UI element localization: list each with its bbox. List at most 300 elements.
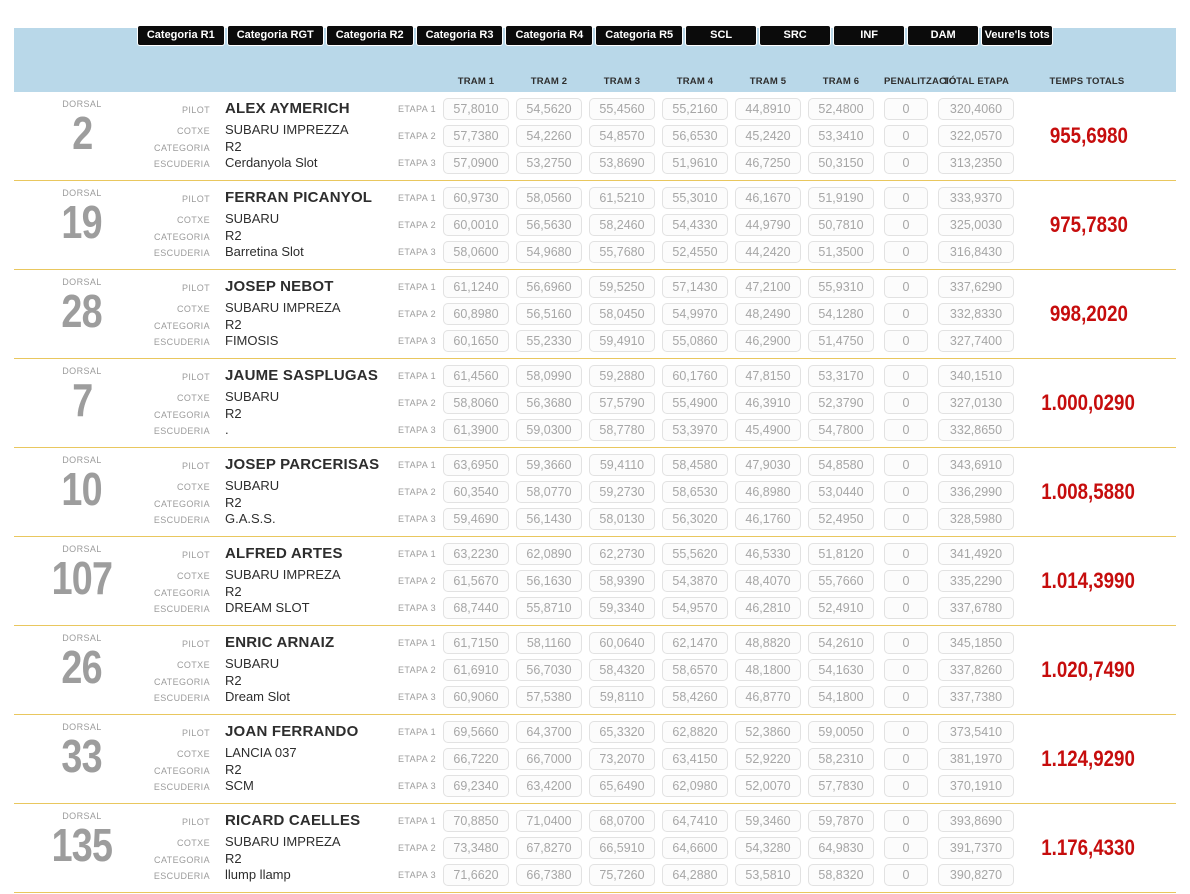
dorsal-label: DORSAL [62,633,102,643]
tram-time-cell: 59,2730 [589,481,655,503]
etapa-label: ETAPA 3 [398,158,436,168]
column-headers-row [14,76,1176,87]
pilot-label: PILOT [181,283,210,293]
pilot-label: PILOT [181,105,210,115]
etapa-row [395,686,1015,708]
etapa-total-cell: 337,6290 [938,276,1014,298]
etapa-row [395,303,1015,325]
escuderia-label: ESCUDERIA [153,782,210,792]
tram-time-cell: 58,0450 [589,303,655,325]
etapa-row [395,508,1015,530]
tram-time-cell: 46,5330 [735,543,801,565]
temps-totals-value: 1.008,5880 [1041,479,1136,504]
tram-time-cell: 44,8910 [735,98,801,120]
car-name: SUBARU IMPREZA [225,834,341,849]
tram-time-cell: 58,4580 [662,454,728,476]
dorsal-label: DORSAL [62,188,102,198]
etapa-total-cell: 325,0030 [938,214,1014,236]
pilot-label: PILOT [181,461,210,471]
penalty-cell: 0 [884,419,928,441]
etapa-row [395,419,1015,441]
tram-time-cell: 51,4750 [808,330,874,352]
temps-totals-value: 1.176,4330 [1041,835,1136,860]
etapa-row [395,241,1015,263]
etapa-label: ETAPA 2 [398,220,436,230]
cotxe-label: COTXE [176,482,210,492]
dorsal-column [14,448,150,536]
etapa-total-cell: 332,8650 [938,419,1014,441]
tram-time-cell: 56,3020 [662,508,728,530]
tram-time-cell: 58,6570 [662,659,728,681]
temps-totals-value: 1.000,0290 [1041,390,1136,415]
etapa-label: ETAPA 2 [398,398,436,408]
etapa-total-cell: 335,2290 [938,570,1014,592]
etapa-row [395,330,1015,352]
etapa-row [395,864,1015,886]
column-header-tram-2: TRAM 2 [530,76,568,87]
table-header-band [14,28,1176,92]
etapa-row [395,748,1015,770]
tram-time-cell: 57,8010 [443,98,509,120]
filter-button-7[interactable]: SRC [759,25,831,46]
etapa-label: ETAPA 3 [398,514,436,524]
column-header-total-etapa: TOTAL ETAPA [942,76,1010,87]
etapa-total-cell: 340,1510 [938,365,1014,387]
tram-time-cell: 53,8690 [589,152,655,174]
times-column [395,715,1015,803]
etapa-label: ETAPA 2 [398,665,436,675]
pilot-label: PILOT [181,194,210,204]
tram-time-cell: 58,6530 [662,481,728,503]
filter-button-2[interactable]: Categoria R2 [326,25,414,46]
penalty-cell: 0 [884,365,928,387]
car-name: SUBARU IMPREZZA [225,122,349,137]
category-value: R2 [225,762,242,777]
driver-info-column [150,181,395,269]
dorsal-label: DORSAL [62,99,102,109]
tram-time-cell: 53,3410 [808,125,874,147]
etapa-total-cell: 337,8260 [938,659,1014,681]
categoria-label: CATEGORIA [154,855,210,865]
etapa-total-cell: 337,6780 [938,597,1014,619]
pilot-name: ALFRED ARTES [225,545,343,562]
etapa-row [395,775,1015,797]
tram-time-cell: 47,8150 [735,365,801,387]
car-name: LANCIA 037 [225,745,297,760]
dorsal-label: DORSAL [62,811,102,821]
cotxe-label: COTXE [176,571,210,581]
tram-time-cell: 47,2100 [735,276,801,298]
etapa-total-cell: 373,5410 [938,721,1014,743]
tram-time-cell: 57,7830 [808,775,874,797]
etapa-total-cell: 341,4920 [938,543,1014,565]
etapa-total-cell: 336,2990 [938,481,1014,503]
car-name: SUBARU IMPREZA [225,567,341,582]
tram-time-cell: 52,4910 [808,597,874,619]
category-value: R2 [225,406,242,421]
dorsal-column [14,92,150,180]
etapa-label: ETAPA 1 [398,193,436,203]
escuderia-label: ESCUDERIA [153,515,210,525]
times-column [395,270,1015,358]
tram-time-cell: 55,2330 [516,330,582,352]
etapa-total-cell: 381,1970 [938,748,1014,770]
etapa-row [395,276,1015,298]
etapa-total-cell: 345,1850 [938,632,1014,654]
etapa-label: ETAPA 3 [398,692,436,702]
etapa-label: ETAPA 1 [398,371,436,381]
temps-totals-column [1015,181,1176,269]
escuderia-label: ESCUDERIA [153,604,210,614]
penalty-cell: 0 [884,775,928,797]
pilot-name: ENRIC ARNAIZ [225,634,335,651]
tram-time-cell: 58,0990 [516,365,582,387]
driver-info-column [150,626,395,714]
tram-time-cell: 59,3340 [589,597,655,619]
cotxe-label: COTXE [176,660,210,670]
dorsal-column [14,359,150,447]
dorsal-label: DORSAL [62,277,102,287]
etapa-row [395,152,1015,174]
categoria-label: CATEGORIA [154,321,210,331]
column-header-temps-totals: TEMPS TOTALS [1049,76,1125,87]
team-name: llump llamp [225,867,291,882]
categoria-label: CATEGORIA [154,143,210,153]
car-name: SUBARU [225,211,280,226]
pilot-label: PILOT [181,817,210,827]
tram-time-cell: 60,9730 [443,187,509,209]
etapa-label: ETAPA 1 [398,282,436,292]
times-column [395,537,1015,625]
tram-time-cell: 51,9190 [808,187,874,209]
etapa-label: ETAPA 2 [398,309,436,319]
tram-time-cell: 61,6910 [443,659,509,681]
column-header-tram-5: TRAM 5 [749,76,787,87]
dorsal-column [14,715,150,803]
tram-time-cell: 71,6620 [443,864,509,886]
tram-time-cell: 60,0010 [443,214,509,236]
tram-time-cell: 62,0890 [516,543,582,565]
filter-button-3[interactable]: Categoria R3 [416,25,504,46]
tram-time-cell: 75,7260 [589,864,655,886]
penalty-cell: 0 [884,597,928,619]
car-name: SUBARU [225,656,280,671]
table-row [14,181,1176,270]
dorsal-label: DORSAL [62,455,102,465]
temps-totals-value: 955,6980 [1049,123,1128,148]
tram-time-cell: 57,5380 [516,686,582,708]
tram-time-cell: 59,4690 [443,508,509,530]
cotxe-label: COTXE [176,838,210,848]
filter-button-8[interactable]: INF [833,25,905,46]
etapa-row [395,481,1015,503]
tram-time-cell: 64,7410 [662,810,728,832]
dorsal-number: 19 [61,196,103,248]
tram-time-cell: 55,2160 [662,98,728,120]
pilot-name: FERRAN PICANYOL [225,189,373,206]
team-name: Cerdanyola Slot [225,155,318,170]
pilot-label: PILOT [181,639,210,649]
filter-button-9[interactable]: DAM [907,25,979,46]
tram-time-cell: 70,8850 [443,810,509,832]
categoria-label: CATEGORIA [154,232,210,242]
driver-info-column [150,448,395,536]
tram-time-cell: 59,2880 [589,365,655,387]
dorsal-number: 28 [61,285,103,337]
tram-time-cell: 57,0900 [443,152,509,174]
tram-time-cell: 50,7810 [808,214,874,236]
tram-time-cell: 58,0600 [443,241,509,263]
table-row [14,270,1176,359]
tram-time-cell: 61,3900 [443,419,509,441]
filter-button-0[interactable]: Categoria R1 [137,25,225,46]
tram-time-cell: 58,8060 [443,392,509,414]
pilot-name: ALEX AYMERICH [225,100,350,117]
team-name: DREAM SLOT [225,600,310,615]
tram-headers [443,76,881,87]
temps-totals-value: 998,2020 [1049,301,1128,326]
categoria-label: CATEGORIA [154,766,210,776]
tram-time-cell: 54,5620 [516,98,582,120]
tram-time-cell: 57,7380 [443,125,509,147]
tram-time-cell: 61,1240 [443,276,509,298]
tram-time-cell: 46,8980 [735,481,801,503]
penalty-cell: 0 [884,570,928,592]
filter-button-5[interactable]: Categoria R5 [595,25,683,46]
etapa-total-cell: 328,5980 [938,508,1014,530]
etapa-label: ETAPA 3 [398,603,436,613]
etapa-row [395,392,1015,414]
tram-time-cell: 54,8570 [589,125,655,147]
tram-time-cell: 62,2730 [589,543,655,565]
tram-time-cell: 53,2750 [516,152,582,174]
tram-time-cell: 45,2420 [735,125,801,147]
etapa-total-cell: 322,0570 [938,125,1014,147]
pilot-name: JOSEP NEBOT [225,278,334,295]
tram-time-cell: 60,8980 [443,303,509,325]
tram-time-cell: 52,4950 [808,508,874,530]
tram-time-cell: 51,3500 [808,241,874,263]
filter-button-6[interactable]: SCL [685,25,757,46]
tram-time-cell: 50,3150 [808,152,874,174]
column-header-tram-3: TRAM 3 [603,76,641,87]
dorsal-column [14,270,150,358]
tram-time-cell: 44,2420 [735,241,801,263]
team-name: G.A.S.S. [225,511,276,526]
etapa-row [395,659,1015,681]
table-row [14,537,1176,626]
tram-time-cell: 46,7250 [735,152,801,174]
tram-time-cell: 71,0400 [516,810,582,832]
tram-time-cell: 54,8580 [808,454,874,476]
etapa-row [395,632,1015,654]
dorsal-number: 7 [71,374,93,426]
column-header-tram-6: TRAM 6 [822,76,860,87]
tram-time-cell: 56,1630 [516,570,582,592]
column-header-tram-1: TRAM 1 [457,76,495,87]
etapa-total-cell: 390,8270 [938,864,1014,886]
team-name: FIMOSIS [225,333,279,348]
dorsal-column [14,626,150,714]
category-value: R2 [225,228,242,243]
tram-time-cell: 64,9830 [808,837,874,859]
tram-time-cell: 54,7800 [808,419,874,441]
tram-time-cell: 46,3910 [735,392,801,414]
tram-time-cell: 60,0640 [589,632,655,654]
tram-time-cell: 48,4070 [735,570,801,592]
tram-time-cell: 55,7680 [589,241,655,263]
driver-info-column [150,804,395,892]
tram-time-cell: 56,6530 [662,125,728,147]
penalty-cell: 0 [884,241,928,263]
team-name: SCM [225,778,254,793]
etapa-row [395,365,1015,387]
tram-time-cell: 62,0980 [662,775,728,797]
tram-time-cell: 73,3480 [443,837,509,859]
cotxe-label: COTXE [176,393,210,403]
temps-totals-column [1015,92,1176,180]
category-value: R2 [225,673,242,688]
tram-time-cell: 63,2230 [443,543,509,565]
etapa-label: ETAPA 2 [398,754,436,764]
category-filter-bar [14,25,1176,46]
tram-time-cell: 56,7030 [516,659,582,681]
etapa-row [395,454,1015,476]
tram-time-cell: 47,9030 [735,454,801,476]
team-name: Barretina Slot [225,244,304,259]
etapa-total-cell: 370,1910 [938,775,1014,797]
team-name: . [225,422,229,437]
results-rows [14,92,1176,893]
etapa-label: ETAPA 1 [398,816,436,826]
tram-time-cell: 54,1280 [808,303,874,325]
tram-time-cell: 54,1630 [808,659,874,681]
escuderia-label: ESCUDERIA [153,871,210,881]
pilot-name: JOSEP PARCERISAS [225,456,380,473]
dorsal-number: 10 [61,463,103,515]
escuderia-label: ESCUDERIA [153,248,210,258]
penalty-cell: 0 [884,303,928,325]
tram-time-cell: 51,9610 [662,152,728,174]
etapa-label: ETAPA 2 [398,487,436,497]
penalty-cell: 0 [884,748,928,770]
penalty-cell: 0 [884,543,928,565]
pilot-name: RICARD CAELLES [225,812,361,829]
driver-info-column [150,92,395,180]
tram-time-cell: 52,4800 [808,98,874,120]
tram-time-cell: 60,9060 [443,686,509,708]
tram-time-cell: 59,0300 [516,419,582,441]
cotxe-label: COTXE [176,126,210,136]
etapa-row [395,214,1015,236]
penalty-cell: 0 [884,276,928,298]
etapa-total-cell: 327,0130 [938,392,1014,414]
table-row [14,804,1176,893]
penalty-cell: 0 [884,392,928,414]
tram-time-cell: 54,3280 [735,837,801,859]
temps-totals-column [1015,359,1176,447]
driver-info-column [150,537,395,625]
tram-time-cell: 66,7380 [516,864,582,886]
temps-totals-value: 1.014,3990 [1041,568,1136,593]
penalty-cell: 0 [884,214,928,236]
cotxe-label: COTXE [176,749,210,759]
tram-time-cell: 59,0050 [808,721,874,743]
penalty-cell: 0 [884,721,928,743]
tram-time-cell: 55,7660 [808,570,874,592]
tram-time-cell: 59,8110 [589,686,655,708]
temps-totals-value: 1.020,7490 [1041,657,1136,682]
column-header-penalitzacio: PENALITZACIÓ [884,76,957,87]
filter-button-1[interactable]: Categoria RGT [227,25,324,46]
column-header-tram-4: TRAM 4 [676,76,714,87]
tram-time-cell: 63,4150 [662,748,728,770]
filter-button-4[interactable]: Categoria R4 [505,25,593,46]
tram-time-cell: 62,8820 [662,721,728,743]
tram-time-cell: 66,7220 [443,748,509,770]
escuderia-label: ESCUDERIA [153,426,210,436]
tram-time-cell: 58,0560 [516,187,582,209]
tram-time-cell: 52,9220 [735,748,801,770]
temps-totals-value: 975,7830 [1049,212,1128,237]
tram-time-cell: 64,2880 [662,864,728,886]
tram-time-cell: 61,7150 [443,632,509,654]
pilot-label: PILOT [181,550,210,560]
driver-info-column [150,270,395,358]
tram-time-cell: 57,1430 [662,276,728,298]
tram-time-cell: 56,3680 [516,392,582,414]
table-row [14,359,1176,448]
categoria-label: CATEGORIA [154,588,210,598]
dorsal-number: 135 [51,819,113,871]
category-value: R2 [225,584,242,599]
temps-totals-value: 1.124,9290 [1041,746,1136,771]
penalty-cell: 0 [884,864,928,886]
etapa-label: ETAPA 3 [398,781,436,791]
etapa-label: ETAPA 1 [398,460,436,470]
tram-time-cell: 51,8120 [808,543,874,565]
times-column [395,181,1015,269]
tram-time-cell: 52,4550 [662,241,728,263]
cotxe-label: COTXE [176,215,210,225]
tram-time-cell: 58,9390 [589,570,655,592]
etapa-row [395,98,1015,120]
dorsal-number: 107 [51,552,113,604]
tram-time-cell: 54,1800 [808,686,874,708]
penalty-cell: 0 [884,810,928,832]
times-column [395,92,1015,180]
escuderia-label: ESCUDERIA [153,337,210,347]
etapa-total-cell: 316,8430 [938,241,1014,263]
tram-time-cell: 58,2310 [808,748,874,770]
tram-time-cell: 48,2490 [735,303,801,325]
etapa-label: ETAPA 2 [398,576,436,586]
filter-button-10[interactable]: Veure'ls tots [981,25,1053,46]
tram-time-cell: 54,2260 [516,125,582,147]
table-row [14,715,1176,804]
escuderia-label: ESCUDERIA [153,159,210,169]
tram-time-cell: 46,1760 [735,508,801,530]
etapa-total-cell: 337,7380 [938,686,1014,708]
penalty-cell: 0 [884,508,928,530]
etapa-total-cell: 391,7370 [938,837,1014,859]
tram-time-cell: 68,7440 [443,597,509,619]
tram-time-cell: 58,8320 [808,864,874,886]
tram-time-cell: 60,3540 [443,481,509,503]
etapa-total-cell: 327,7400 [938,330,1014,352]
etapa-row [395,837,1015,859]
tram-time-cell: 53,5810 [735,864,801,886]
